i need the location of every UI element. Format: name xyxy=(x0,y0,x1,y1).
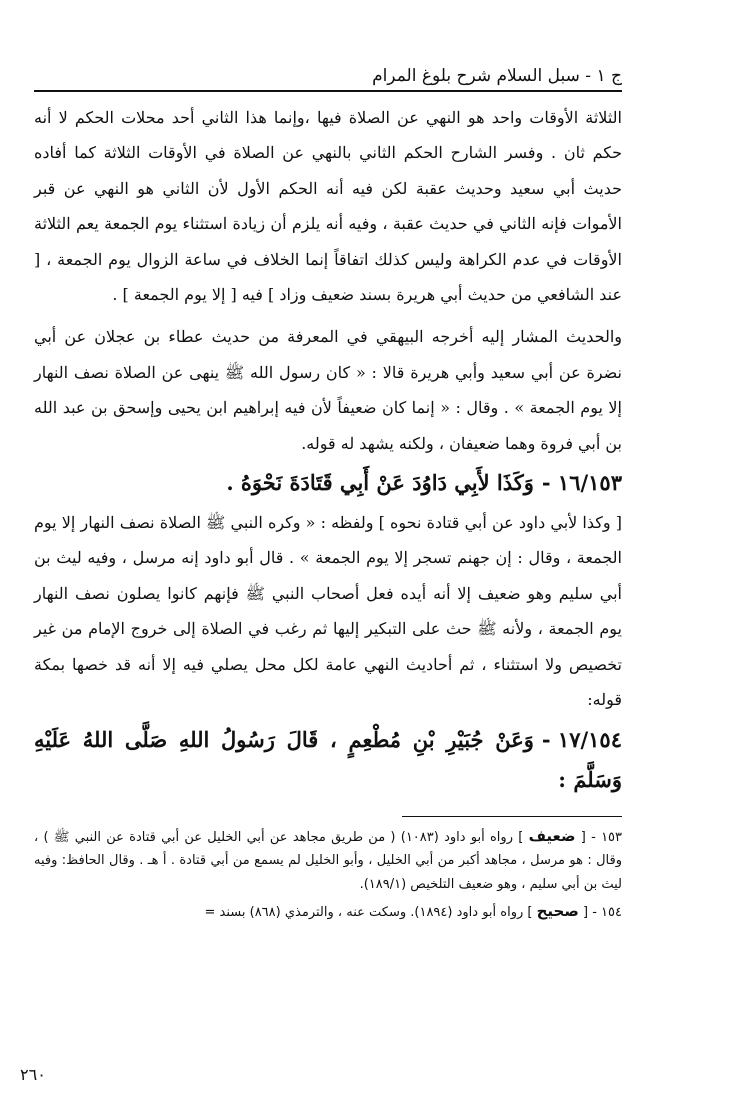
hadith-154-number: ١٧/١٥٤ - xyxy=(541,726,622,752)
footnote-divider xyxy=(402,816,622,817)
page-number: ٢٦٠ xyxy=(20,1065,46,1084)
footnote-153-grade: ضعيف xyxy=(528,826,576,845)
main-text xyxy=(34,100,622,800)
running-header xyxy=(34,52,622,92)
hadith-154-text: وَعَنْ جُبَيْرِ بْنِ مُطْعِمٍ ، قَالَ رَسُولُ اللهِ صَلَّى اللهُ عَلَيْهِ وَسَلَّمَ : xyxy=(34,726,622,792)
footnote-154 xyxy=(34,900,622,925)
hadith-153 xyxy=(34,463,622,503)
footnote-154-grade: صحيح xyxy=(536,902,579,920)
footnote-153-prefix: ١٥٣ - [ xyxy=(580,829,623,845)
hadith-153-number: ١٦/١٥٣ - xyxy=(541,470,622,496)
hadith-154 xyxy=(34,720,622,800)
running-title: ج ١ - سبل السلام شرح بلوغ المرام xyxy=(372,66,622,86)
book-page xyxy=(34,52,622,1092)
hadith-153-text: وَكَذَا لأَبِي دَاوُدَ عَنْ أَبِي قَتَادَةَ نَحْوَهُ . xyxy=(226,470,534,496)
footnote-153-text: ] رواه أبو داود (١٠٨٣) ( من طريق مجاهد عن أبي الخليل عن أبي قتادة عن النبي ﷺ ) ، وقال : هو مرسل ، مجاهد أكبر من أبي الخليل ، وأبو الخليل لم يسمع من أبي قتادة . أ هـ . وقال الحافظ: وفيه ليث بن أبي سليم ، وهو ضعيف التلخيص (١٨٩/١). xyxy=(34,829,622,892)
footnotes xyxy=(34,825,622,925)
footnote-154-prefix: ١٥٤ - [ xyxy=(583,905,622,920)
paragraph-3: [ وكذا لأبي داود عن أبي قتادة نحوه ] ولفظه : « وكره النبي ﷺ الصلاة نصف النهار إلا يوم الجمعة ، وقال : إن جهنم تسجر إلا يوم الجمعة » . قال أبو داود إنه مرسل ، وفيه ليث بن أبي سليم وهو ضعيف إلا أنه أيده فعل أصحاب النبي ﷺ فإنهم كانوا يصلون نصف النهار يوم الجمعة ، ولأنه ﷺ حث على التبكير إليها ثم رغب في الصلاة إلى خروج الإمام من غير تخصيص ولا استثناء ، ثم أحاديث النهي عامة لكل محل يصلي فيه إلا أنه قد خصها بمكة قوله: xyxy=(34,513,622,710)
footnote-153 xyxy=(34,825,622,897)
paragraph-1: الثلاثة الأوقات واحد هو النهي عن الصلاة فيها ،وإنما هذا الثاني أحد محلات الحكم لا أنه حكم ثان . وفسر الشارح الحكم الثاني بالنهي عن الصلاة في الأوقات الثلاثة كما أفاده حديث أبي سعيد وحديث عقبة لكن فيه أنه الحكم الأول لأن الثاني هو النهي عن قبر الأموات فإنه الثاني في حديث عقبة ، وفيه أنه يلزم أن زيادة استثناء يوم الجمعة يعم الثلاثة الأوقات في عدم الكراهة وليس كذلك اتفاقاً إنما الخلاف في ساعة الزوال يوم الجمعة ، [ عند الشافعي من حديث أبي هريرة بسند ضعيف وزاد ] فيه [ إلا يوم الجمعة ] . xyxy=(34,108,622,305)
paragraph-2: والحديث المشار إليه أخرجه البيهقي في المعرفة من حديث عطاء بن عجلان عن أبي نضرة عن أبي سعيد وأبي هريرة قالا : « كان رسول الله ﷺ ينهى عن الصلاة نصف النهار إلا يوم الجمعة » . وقال : « إنما كان ضعيفاً لأن فيه إبراهيم ابن يحيى وإسحق بن عبد الله بن أبي فروة وهما ضعيفان ، ولكنه يشهد له قوله. xyxy=(34,327,622,453)
footnote-154-text: ] رواه أبو داود (١٨٩٤). وسكت عنه ، والترمذي (٨٦٨) بسند = xyxy=(204,905,533,920)
